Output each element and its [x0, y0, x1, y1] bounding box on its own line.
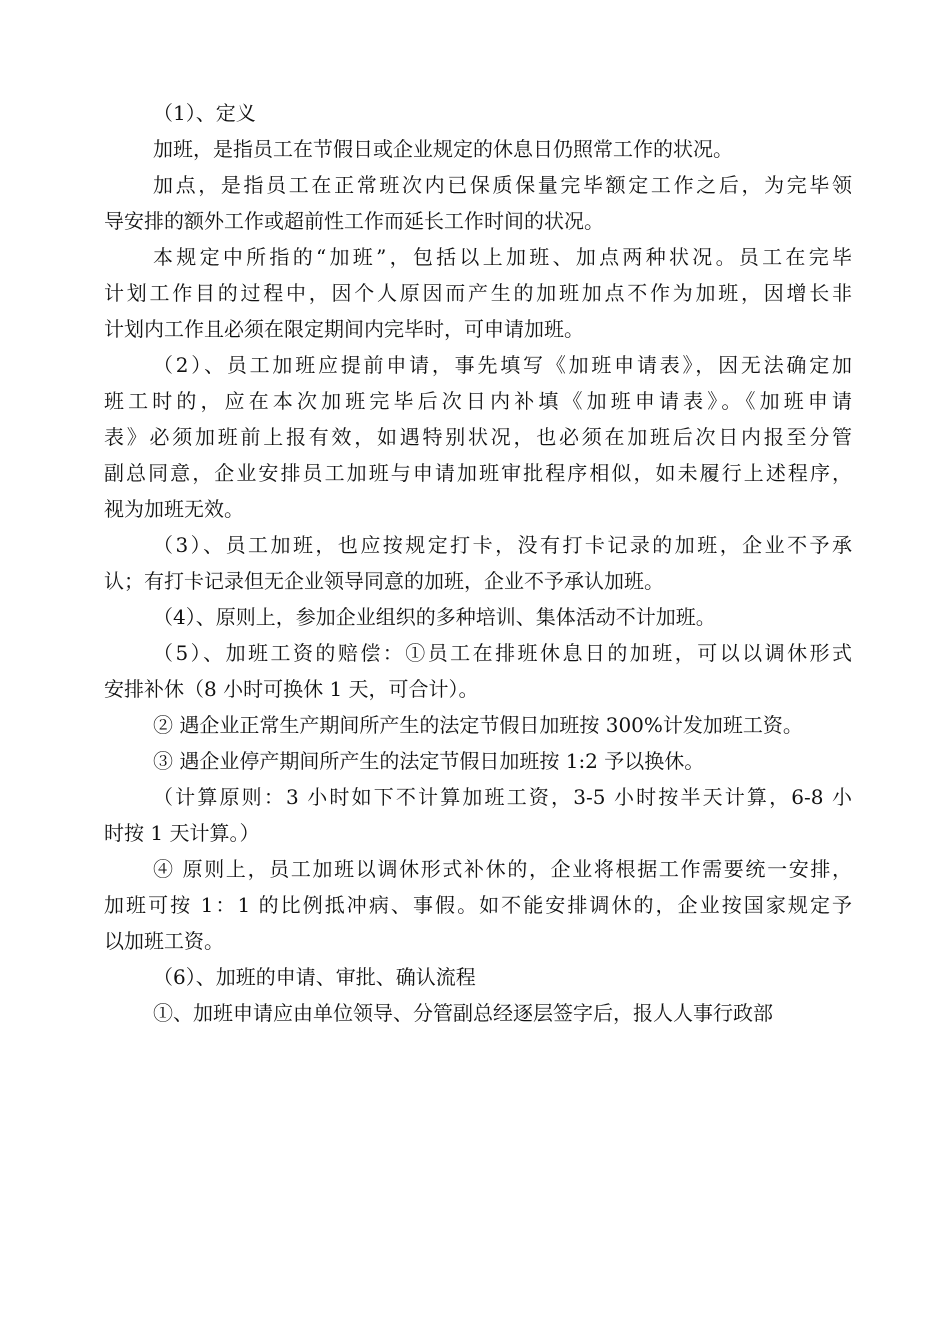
paragraph-clock-in-rule	[104, 527, 852, 599]
text-line: 加点，是指员工在正常班次内已保质保量完毕额定工作之后，为完毕领	[153, 173, 852, 197]
document-body	[104, 95, 852, 1031]
text-line: （2）、员工加班应提前申请，事先填写《加班申请表》，因无法确定加	[153, 353, 852, 377]
paragraph-compensatory-leave	[104, 851, 852, 959]
text-line: （3）、员工加班，也应按规定打卡，没有打卡记录的加班，企业不予承	[153, 533, 852, 557]
text-line: 导安排的额外工作或超前性工作而延长工作时间的状况。	[104, 209, 604, 233]
text-line: 以加班工资。	[104, 929, 224, 953]
text-line: 加班，是指员工在节假日或企业规定的休息日仍照常工作的状况。	[153, 137, 733, 161]
text-line: （4）、原则上，参加企业组织的多种培训、集体活动不计加班。	[153, 605, 716, 629]
paragraph-compensation	[104, 635, 852, 707]
text-line: ①、加班申请应由单位领导、分管副总经逐层签字后，报人人事行政部	[153, 1001, 773, 1025]
paragraph-scope	[104, 239, 852, 347]
text-line: 认；有打卡记录但无企业领导同意的加班，企业不予承认加班。	[104, 569, 664, 593]
text-line: （6）、加班的申请、审批、确认流程	[153, 965, 476, 989]
paragraph-application-rule	[104, 347, 852, 527]
text-line: ③ 遇企业停产期间所产生的法定节假日加班按 1:2 予以换休。	[153, 749, 705, 773]
text-line: ④ 原则上，员工加班以调休形式补休的，企业将根据工作需要统一安排，	[153, 857, 852, 881]
text-line: 计划工作目的过程中，因个人原因而产生的加班加点不作为加班，因增长非	[104, 281, 852, 305]
paragraph-overtime-definition	[104, 131, 852, 167]
text-line: 安排补休（8 小时可换休 1 天，可合计）。	[104, 677, 479, 701]
text-line: 时按 1 天计算。）	[104, 821, 260, 845]
paragraph-definition-heading	[104, 95, 852, 131]
text-line: 视为加班无效。	[104, 497, 244, 521]
text-line: 副总同意，企业安排员工加班与申请加班审批程序相似，如未履行上述程序，	[104, 461, 852, 485]
paragraph-calculation-principle	[104, 779, 852, 851]
text-line: 班工时的，应在本次加班完毕后次日内补填《加班申请表》。《加班申请	[104, 389, 852, 413]
text-line: 本规定中所指的“加班”，包括以上加班、加点两种状况。员工在完毕	[153, 245, 852, 269]
text-line: 表》必须加班前上报有效，如遇特别状况，也必须在加班后次日内报至分管	[104, 425, 852, 449]
paragraph-extra-hours-definition	[104, 167, 852, 239]
text-line: 计划内工作且必须在限定期间内完毕时，可申请加班。	[104, 317, 584, 341]
text-line: （计算原则：3 小时如下不计算加班工资，3-5 小时按半天计算，6-8 小	[153, 785, 852, 809]
text-line: ② 遇企业正常生产期间所产生的法定节假日加班按 300%计发加班工资。	[153, 713, 803, 737]
text-line: （1）、定义	[153, 101, 256, 125]
paragraph-shutdown-swap	[104, 743, 852, 779]
text-line: （5）、加班工资的赔偿：①员工在排班休息日的加班，可以以调休形式	[153, 641, 852, 665]
paragraph-process-step-1	[104, 995, 852, 1031]
paragraph-process-heading	[104, 959, 852, 995]
text-line: 加班可按 1：1 的比例抵冲病、事假。如不能安排调休的，企业按国家规定予	[104, 893, 852, 917]
paragraph-holiday-pay	[104, 707, 852, 743]
paragraph-training-rule	[104, 599, 852, 635]
